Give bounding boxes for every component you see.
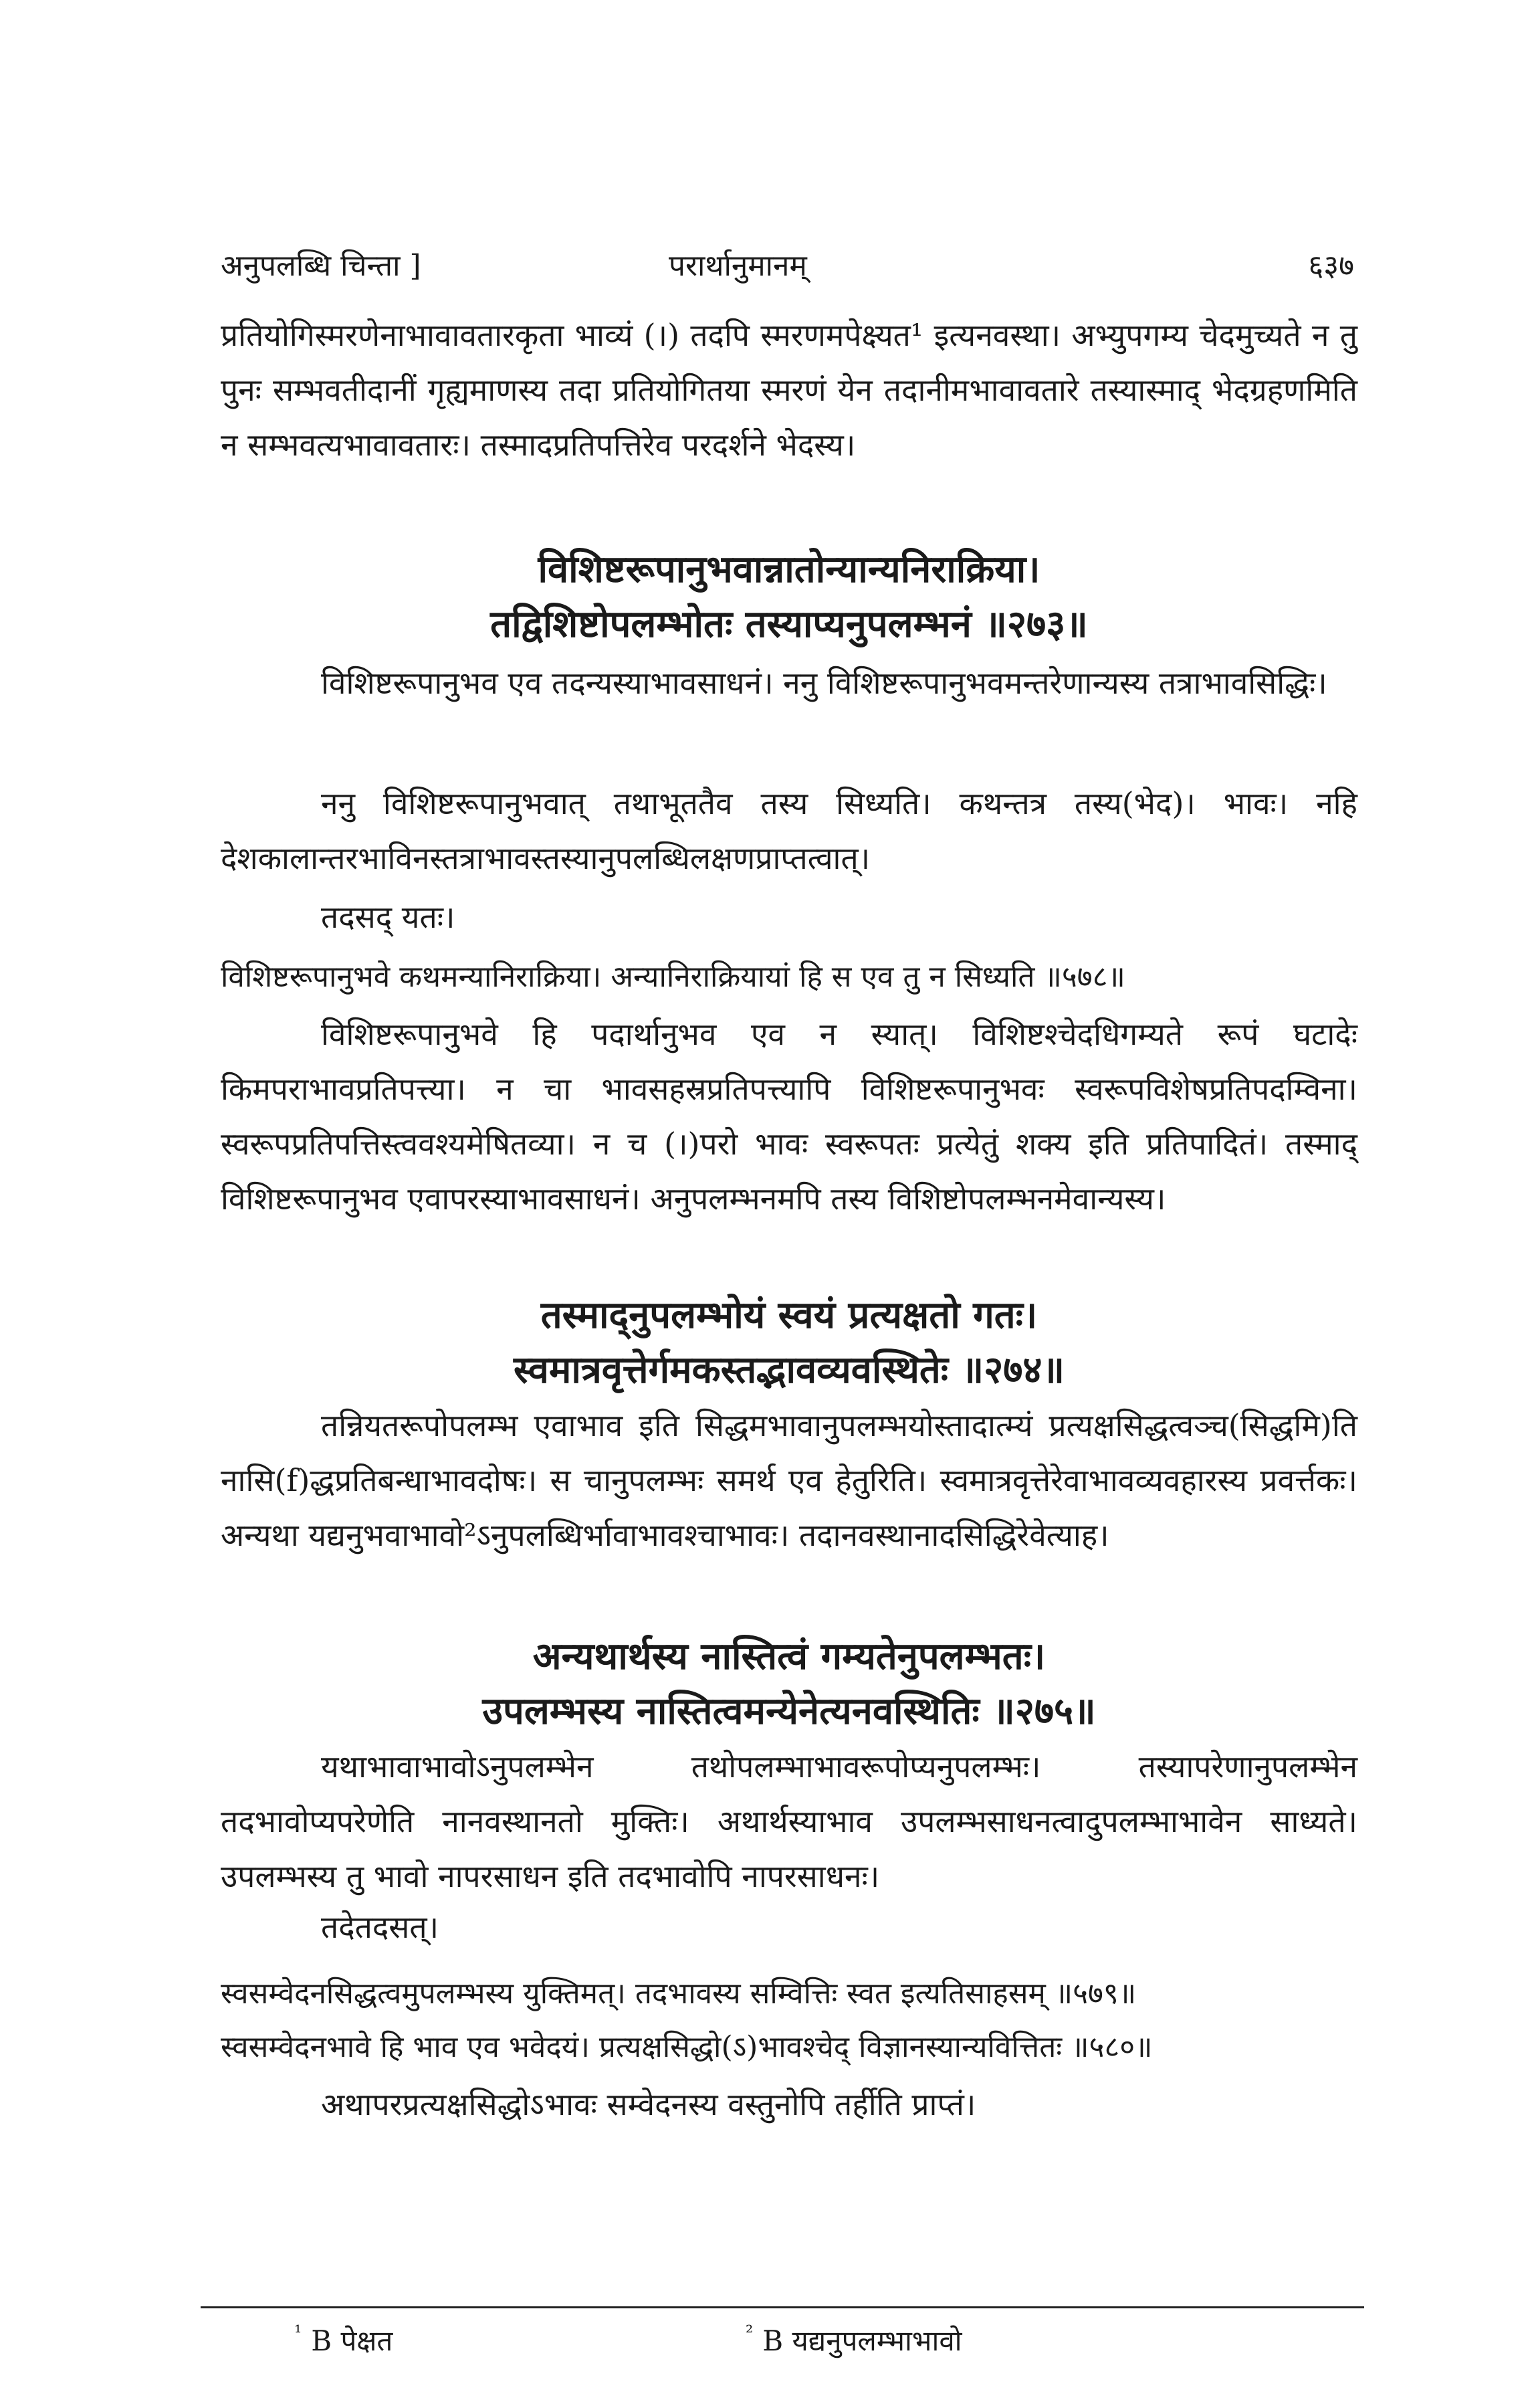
karika-579: स्वसम्वेदनसिद्धत्वमुपलम्भस्य युक्तिमत्। तदभावस्य सम्वित्तिः स्वत इत्यतिसाहसम् ॥५७९॥ bbox=[221, 1977, 1137, 2011]
paragraph-4: तदसद् यतः। bbox=[321, 899, 455, 935]
footnote-text: B यद्यनुपलम्भाभावो bbox=[762, 2324, 962, 2357]
paragraph-7: यथाभावाभावोऽनुपलम्भेन तथोपलम्भाभावरूपोप्यनुपलम्भः। तस्यापरेणानुपलम्भेन तदभावोप्यपरेणेति नानवस्थानतो मुक्तिः। अथार्थस्याभाव उपलम्भसाधनत्वादुपलम्भाभावेन साध्यते। उपलम्भस्य तु भावो नापरसाधन इति तदभावोपि नापरसाधनः। bbox=[221, 1748, 1357, 1894]
verse-273 bbox=[221, 542, 1357, 651]
footnote-1 bbox=[294, 2321, 393, 2359]
paragraph-6: तन्नियतरूपोपलम्भ एवाभाव इति सिद्धमभावानुपलम्भयोस्तादात्म्यं प्रत्यक्षसिद्धत्वञ्च(सिद्धमि)ति नासि(f)द्धप्रतिबन्धाभावदोषः। स चानुपलम्भः समर्थ एव हेतुरिति। स्वमात्रवृत्तेरेवाभावव्यवहारस्य प्रवर्त्तकः। अन्यथा यद्यनुभवाभावो²ऽनुपलब्धिर्भावाभावश्चाभावः। तदानवस्थानादसिद्धिरेवेत्याह। bbox=[221, 1407, 1357, 1553]
verse-274 bbox=[221, 1288, 1357, 1397]
footnote-mark: ² bbox=[746, 2321, 754, 2343]
paragraph-8: तदेतदसत्। bbox=[321, 1909, 439, 1945]
verse-line: तद्विशिष्टोपलम्भोतः तस्याप्यनुपलम्भनं ॥२७३॥ bbox=[490, 602, 1088, 646]
verse-line: तस्माद्नुपलम्भोयं स्वयं प्रत्यक्षतो गतः। bbox=[540, 1293, 1038, 1337]
paragraph-9: अथापरप्रत्यक्षसिद्धोऽभावः सम्वेदनस्य वस्तुनोपि तर्हीति प्राप्तं। bbox=[321, 2086, 976, 2122]
running-header-left: अनुपलब्धि चिन्ता ] bbox=[221, 249, 421, 283]
paragraph-5: विशिष्टरूपानुभवे हि पदार्थानुभव एव न स्यात्। विशिष्टश्चेदधिगम्यते रूपं घटादेः किमपराभावप्रतिपत्त्या। न चा भावसहस्रप्रतिपत्त्यापि विशिष्टरूपानुभवः स्वरूपविशेषप्रतिपदम्विना। स्वरूपप्रतिपत्तिस्त्ववश्यमेषितव्या। न च (।)परो भावः स्वरूपतः प्रत्येतुं शक्य इति प्रतिपादितं। तस्माद् विशिष्टरूपानुभव एवापरस्याभावसाधनं। अनुपलम्भनमपि तस्य विशिष्टोपलम्भनमेवान्यस्य। bbox=[221, 1016, 1357, 1217]
verse-line: अन्यथार्थस्य नास्तित्वं गम्यतेनुपलम्भतः। bbox=[532, 1634, 1046, 1678]
footnote-2 bbox=[746, 2321, 962, 2359]
verse-line: विशिष्टरूपानुभवान्नातोन्यान्यनिराक्रिया। bbox=[538, 547, 1040, 591]
footnote-mark: ¹ bbox=[294, 2321, 302, 2343]
paragraph-1: प्रतियोगिस्मरणेनाभावावतारकृता भाव्यं (।) तदपि स्मरणमपेक्ष्यत¹ इत्यनवस्था। अभ्युपगम्य चेदमुच्यते न तु पुनः सम्भवतीदानीं गृह्यमाणस्य तदा प्रतियोगितया स्मरणं येन तदानीमभावावतारे तस्यास्माद् भेदग्रहणमिति न सम्भवत्यभावावतारः। तस्मादप्रतिपत्तिरेव परदर्शने भेदस्य। bbox=[221, 317, 1357, 463]
verse-275 bbox=[221, 1629, 1357, 1738]
paragraph-2: विशिष्टरूपानुभव एव तदन्यस्याभावसाधनं। ननु विशिष्टरूपानुभवमन्तरेणान्यस्य तत्राभावसिद्धिः। bbox=[321, 665, 1327, 701]
running-header-title: परार्थानुमानम् bbox=[669, 249, 807, 283]
footnote-divider bbox=[201, 2306, 1364, 2308]
page-number: ६३७ bbox=[1308, 249, 1354, 283]
verse-line: स्वमात्रवृत्तेर्गमकस्तद्भावव्यवस्थितेः ॥२७४॥ bbox=[513, 1348, 1065, 1392]
paragraph-3: ननु विशिष्टरूपानुभवात् तथाभूततैव तस्य सिध्यति। कथन्तत्र तस्य(भेद)। भावः। नहि देशकालान्तरभाविनस्तत्राभावस्तस्यानुपलब्धिलक्षणप्राप्तत्वात्। bbox=[221, 785, 1357, 876]
verse-line: उपलम्भस्य नास्तित्वमन्येनेत्यनवस्थितिः ॥२७५॥ bbox=[482, 1689, 1096, 1733]
karika-580: स्वसम्वेदनभावे हि भाव एव भवेदयं। प्रत्यक्षसिद्धो(ऽ)भावश्चेद् विज्ञानस्यान्यवित्तितः ॥५८०॥ bbox=[221, 2030, 1153, 2064]
footnote-text: B पेक्षत bbox=[311, 2324, 393, 2357]
karika-578: विशिष्टरूपानुभवे कथमन्यानिराक्रिया। अन्यानिराक्रियायां हि स एव तु न सिध्यति ॥५७८॥ bbox=[221, 960, 1125, 994]
